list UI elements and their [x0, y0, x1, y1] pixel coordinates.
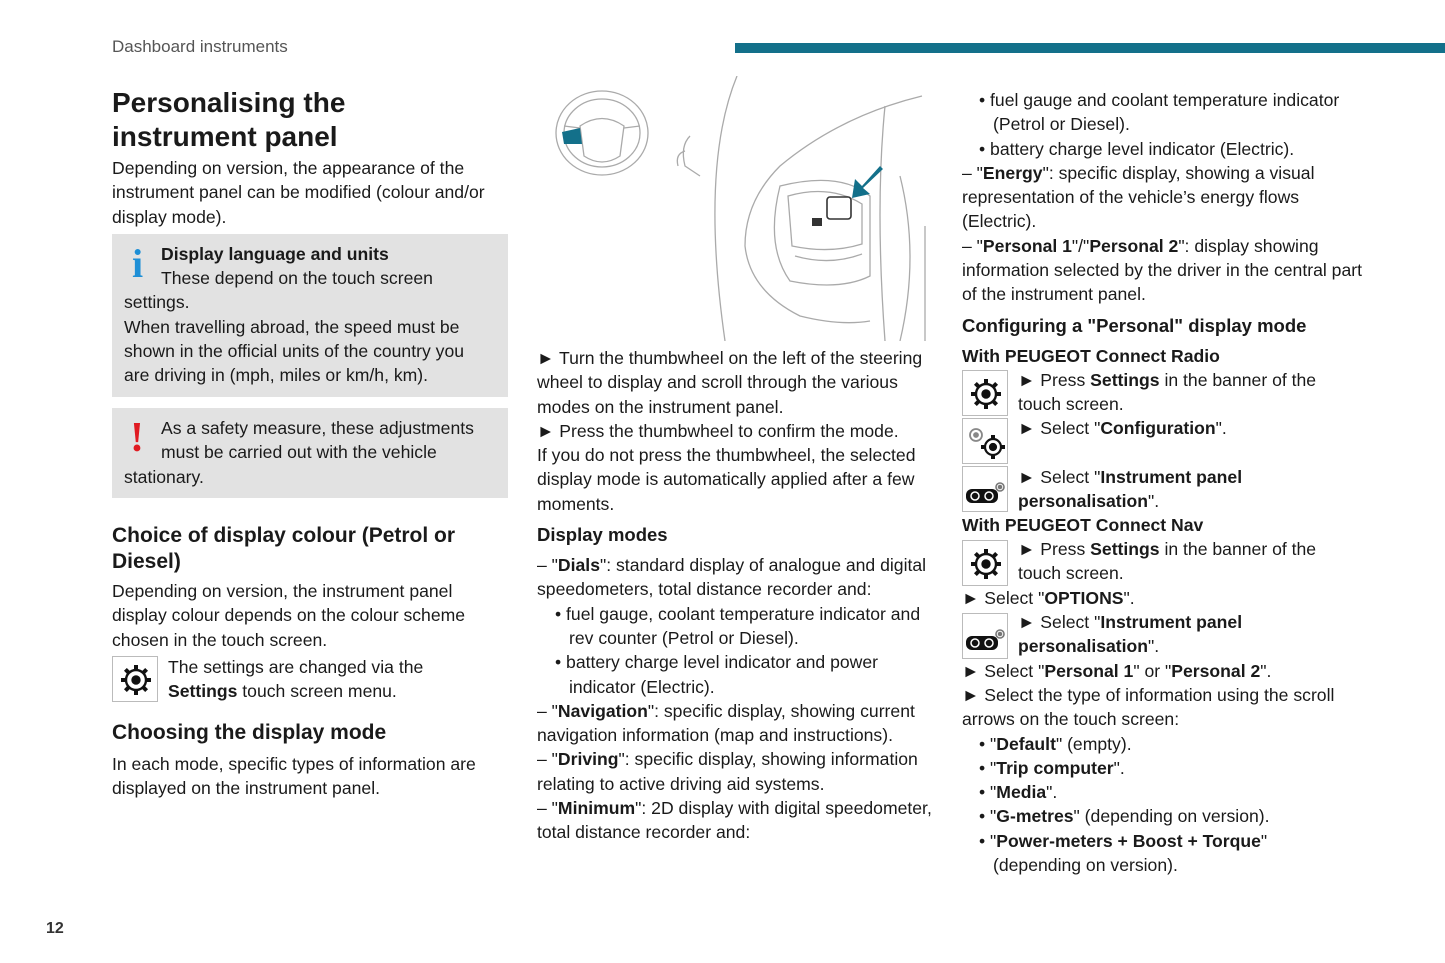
- radio-settings-icon-box: [962, 370, 1008, 416]
- personalisation-word: Instrument panel personalisation: [1018, 612, 1243, 657]
- nav-step-options: [962, 586, 1362, 610]
- dash: – ": [537, 555, 558, 576]
- mode-dials-desc: ": standard display of analogue and digital speedometers, total distance recorder and:: [537, 555, 927, 600]
- mode-text: In each mode, specific types of information are displayed on the instrument panel.: [112, 754, 476, 799]
- mode-heading: Choosing the display mode: [112, 721, 387, 744]
- mode-dials-name: Dials: [557, 555, 600, 576]
- or-word: " or ": [1133, 660, 1172, 681]
- colour-text: Depending on version, the instrument panel display colour depends on the colour scheme chosen in the touch screen.: [112, 581, 466, 650]
- page-number: 12: [46, 920, 64, 937]
- step-rest: ".: [1148, 490, 1160, 511]
- radio-step-personalisation: [962, 465, 1362, 514]
- mode-personal-desc: ": display showing information selected by the driver in the central part of the instrument panel.: [962, 235, 1362, 305]
- option-g-rest: " (depending on version).: [1073, 806, 1270, 827]
- option-power-meters: • "Power-meters + Boost + Torque": [979, 830, 1268, 851]
- mode-minimum-bullet1: • fuel gauge and coolant temperature indicator (Petrol or Diesel).: [979, 90, 1340, 135]
- step-prefix: ► Select ": [1018, 466, 1101, 487]
- step-prefix: ► Press: [1018, 539, 1091, 560]
- mode-driving-name: Driving: [557, 749, 619, 770]
- option-default-rest: " (empty).: [1055, 733, 1132, 754]
- step-rest: in the banner of the touch screen.: [1018, 369, 1317, 414]
- option-power-name: Power-meters + Boost + Torque: [996, 830, 1261, 851]
- step-prefix: ► Select ": [1018, 612, 1101, 633]
- mode-personal2-name: Personal 2: [1089, 235, 1179, 256]
- bullet: • ": [979, 830, 997, 851]
- radio-heading: With PEUGEOT Connect Radio: [962, 345, 1220, 366]
- page-title-line2: instrument panel: [112, 121, 338, 152]
- option-trip-computer: [962, 756, 1362, 780]
- option-g-metres: [962, 804, 1362, 828]
- warning-box-text: [124, 416, 498, 489]
- settings-note: [168, 655, 508, 704]
- header-accent-bar: [735, 43, 1445, 53]
- settings-note-rest: touch screen menu.: [237, 681, 397, 702]
- mode-personal1-name: Personal 1: [982, 235, 1072, 256]
- column-middle: [537, 346, 937, 845]
- mode-navigation-name: Navigation: [557, 700, 648, 721]
- mode-dials: [537, 553, 937, 602]
- bullet: • ": [979, 782, 997, 803]
- mode-minimum: [537, 796, 937, 845]
- dash: – ": [537, 798, 558, 819]
- config-heading: Configuring a "Personal" display mode: [962, 314, 1307, 336]
- personal2-word: Personal 2: [1171, 660, 1261, 681]
- nav-settings-icon-box: [962, 540, 1008, 586]
- dash: – ": [537, 749, 558, 770]
- colour-heading: Choice of display colour (Petrol or Diesel): [112, 524, 456, 573]
- option-close: ".: [1046, 782, 1058, 803]
- info-box-line2: settings.: [124, 292, 190, 313]
- warning-icon: !: [130, 415, 144, 461]
- info-box-para2: When travelling abroad, the speed must be shown in the official units of the country you are driving in (mph, miles or km/h, km).: [124, 316, 465, 386]
- column-left: [112, 86, 512, 229]
- step-rest: in the banner of the touch screen.: [1018, 539, 1317, 584]
- step-press-note: If you do not press the thumbwheel, the selected display mode is automatically applied after a few moments.: [537, 445, 916, 514]
- nav-step-settings: [962, 537, 1362, 586]
- option-power-rest: (depending on version).: [993, 855, 1178, 876]
- slash: "/": [1071, 235, 1090, 256]
- mode-personal: [962, 234, 1362, 307]
- radio-instrument-icon-box: [962, 466, 1008, 512]
- mode-minimum-name: Minimum: [557, 798, 636, 819]
- settings-word: Settings: [1090, 539, 1160, 560]
- step-turn-thumbwheel: ► Turn the thumbwheel on the left of the steering wheel to display and scroll through the various modes on the instrument panel.: [537, 348, 923, 417]
- step-select-personal: [962, 659, 1362, 683]
- mode-minimum-bullet2: • battery charge level indicator (Electric).: [979, 138, 1295, 159]
- warning-line3: stationary.: [124, 466, 204, 487]
- settings-gear-icon: [963, 371, 1009, 417]
- mode-energy-name: Energy: [982, 162, 1043, 183]
- dash: – ": [537, 700, 558, 721]
- step-prefix: ► Select ": [1018, 418, 1101, 439]
- mode-driving: [537, 747, 937, 796]
- page-title-line1: Personalising the: [112, 87, 346, 118]
- steering-wheel-illustration: [540, 76, 935, 341]
- info-box-text: [124, 242, 498, 387]
- mode-energy-desc: ": specific display, showing a visual representation of the vehicle’s energy flows (Electric).: [962, 162, 1315, 232]
- mode-driving-desc: ": specific display, showing information relating to active driving aid systems.: [537, 749, 918, 794]
- configuration-word: Configuration: [1100, 418, 1216, 439]
- option-close: ".: [1113, 757, 1125, 778]
- colour-section: [112, 523, 507, 652]
- step-select-type: ► Select the type of information using the scroll arrows on the touch screen:: [962, 684, 1335, 730]
- bullet: • ": [979, 733, 997, 754]
- column-right: [962, 88, 1362, 877]
- instrument-panel-icon: [963, 614, 1009, 660]
- radio-step-configuration: [962, 416, 1362, 440]
- settings-word: Settings: [168, 681, 238, 702]
- dash: – ": [962, 235, 983, 256]
- step-rest: ".: [1215, 418, 1227, 439]
- dash: – ": [962, 162, 983, 183]
- display-modes-heading: Display modes: [537, 524, 668, 546]
- info-box-heading: Display language and units: [161, 244, 389, 264]
- option-default-name: Default: [996, 733, 1056, 754]
- mode-section: [112, 720, 507, 801]
- nav-step-personalisation: [962, 610, 1362, 659]
- mode-minimum-desc: ": 2D display with digital speedometer, total distance recorder and:: [537, 798, 932, 843]
- personalisation-word: Instrument panel personalisation: [1018, 466, 1243, 511]
- warning-line1: As a safety measure, these adjustments: [161, 418, 474, 438]
- step-prefix: ► Select ": [962, 587, 1045, 608]
- personal1-word: Personal 1: [1044, 660, 1134, 681]
- info-box-line1: These depend on the touch screen: [161, 268, 433, 288]
- option-trip-name: Trip computer: [996, 757, 1114, 778]
- step-prefix: ► Select ": [962, 660, 1045, 681]
- step-rest: ".: [1123, 587, 1135, 608]
- options-word: OPTIONS: [1044, 587, 1124, 608]
- instrument-panel-icon: [963, 467, 1009, 513]
- step-rest: ".: [1260, 660, 1272, 681]
- option-default: [962, 732, 1362, 756]
- nav-heading: With PEUGEOT Connect Nav: [962, 515, 1204, 536]
- mode-energy: [962, 161, 1362, 234]
- settings-word: Settings: [1090, 369, 1160, 390]
- section-header: Dashboard instruments: [112, 37, 288, 56]
- configuration-icon-box: [962, 418, 1008, 464]
- info-icon: i: [132, 241, 144, 286]
- mode-navigation-desc: ": specific display, showing current navigation information (map and instructions).: [537, 700, 915, 746]
- mode-dials-bullet2: • battery charge level indicator and power indicator (Electric).: [555, 652, 879, 697]
- step-rest: ".: [1148, 636, 1160, 657]
- radio-step-settings: [962, 368, 1362, 417]
- step-prefix: ► Press: [1018, 369, 1091, 390]
- option-media-name: Media: [996, 782, 1047, 803]
- settings-note-line2: [168, 679, 508, 703]
- info-box: [112, 234, 508, 397]
- settings-gear-icon: [963, 541, 1009, 587]
- option-media: [962, 780, 1362, 804]
- warning-line2: must be carried out with the vehicle: [161, 442, 437, 463]
- warning-box: [112, 408, 508, 498]
- step-press-thumbwheel: ► Press the thumbwheel to confirm the mode.: [537, 420, 899, 441]
- mode-dials-bullet1: • fuel gauge, coolant temperature indicator and rev counter (Petrol or Diesel).: [555, 603, 921, 648]
- option-g-name: G-metres: [996, 806, 1074, 827]
- nav-instrument-icon-box: [962, 613, 1008, 659]
- configuration-gears-icon: [963, 419, 1009, 465]
- bullet: • ": [979, 806, 997, 827]
- intro-text: Depending on version, the appearance of the instrument panel can be modified (colour and/or display mode).: [112, 158, 485, 227]
- settings-icon-box: [112, 656, 158, 702]
- settings-gear-icon: [113, 657, 159, 703]
- mode-navigation: [537, 699, 937, 748]
- settings-note-line1: The settings are changed via the: [168, 657, 424, 677]
- bullet: • ": [979, 757, 997, 778]
